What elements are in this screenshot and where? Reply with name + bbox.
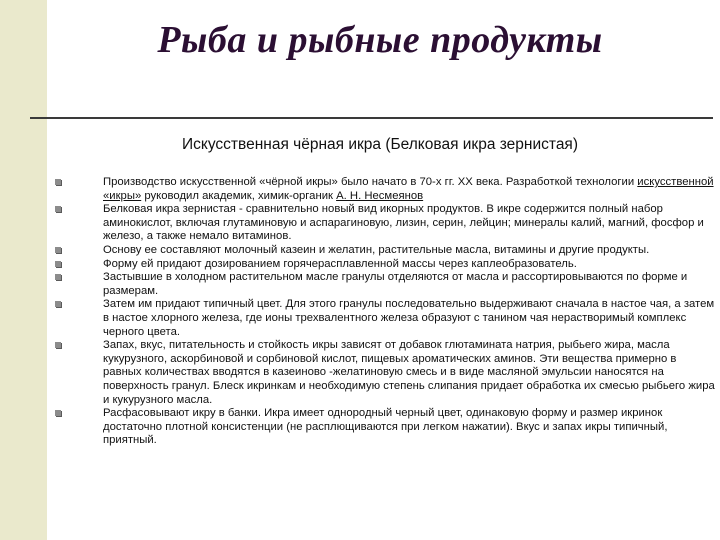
- item-text: Застывшие в холодном растительном масле гранулы отделяются от масла и рассортировываются по форме и размерам.: [103, 271, 688, 297]
- square-bullet-icon: [55, 247, 61, 253]
- square-bullet-icon: [55, 179, 61, 185]
- slide-title: Рыба и рыбные продукты: [157, 19, 603, 61]
- item-text: Запах, вкус, питательность и стойкость икры зависят от добавок глютамината натрия, рыбьего жира, масла кукурузного, аскорбиновой и сорбиновой кислот, пищевых ароматических аминов. Эти вещества примерно в равных количествах вводятся в казеиново -желатиновую смесь и в виде масляной эмульсии наносятся на поверхность гранул. Блеск икринкам и необходимую степень слипания придает обработка их смесью рыбьего жира и кукурузного масла.: [103, 339, 715, 406]
- list-item: [52, 176, 715, 203]
- item-text: Форму ей придают дозированием горячерасплавленной массы через каплеобразователь.: [103, 257, 577, 270]
- list-item: [52, 258, 715, 272]
- square-bullet-icon: [55, 301, 61, 307]
- square-bullet-icon: [55, 261, 61, 267]
- title-divider: [30, 117, 713, 119]
- list-item: [52, 407, 715, 448]
- list-item: [52, 298, 715, 339]
- list-item: [52, 244, 715, 258]
- square-bullet-icon: [55, 342, 61, 348]
- square-bullet-icon: [55, 410, 61, 416]
- link-artificial-caviar[interactable]: искусственной «икры»: [103, 176, 714, 202]
- list-item: [52, 271, 715, 298]
- bullet-list: [52, 176, 715, 448]
- item-text: Основу ее составляют молочный казеин и желатин, растительные масла, витамины и другие продукты.: [103, 243, 650, 256]
- item-text: Затем им придают типичный цвет. Для этого гранулы последовательно выдерживают сначала в настое чая, а затем в настое хлорного железа, где ионы трехвалентного железа образуют с танином чая нерастворимый комплекс черного цвета.: [103, 298, 715, 338]
- square-bullet-icon: [55, 206, 61, 212]
- slide-subtitle: Искусственная чёрная икра (Белковая икра зернистая): [182, 136, 578, 153]
- list-item: [52, 203, 715, 244]
- item-text: Расфасовывают икру в банки. Икра имеет однородный черный цвет, одинаковую форму и размер икринок достаточно плотной консистенции (не расплющиваются при легком нажатии). Вкус и запах икры типичный, приятный.: [103, 407, 668, 447]
- link-nesmeyanov[interactable]: А. Н. Несмеянов: [336, 189, 424, 202]
- square-bullet-icon: [55, 274, 61, 280]
- left-decorative-band: [0, 0, 47, 540]
- item-text-middle: руководил академик, химик-органик: [141, 189, 337, 202]
- list-item: [52, 339, 715, 407]
- item-text: Белковая икра зернистая - сравнительно новый вид икорных продуктов. В икре содержится полный набор аминокислот, включая глутаминовую и аспарагиновую, лизин, серин, лейцин; минералы калий, магний, фосфор и железо, а также немало витаминов.: [103, 203, 704, 243]
- item-text-start: Производство искусственной «чёрной икры» было начато в 70-х гг. XX века. Разработкой технологии: [103, 176, 638, 188]
